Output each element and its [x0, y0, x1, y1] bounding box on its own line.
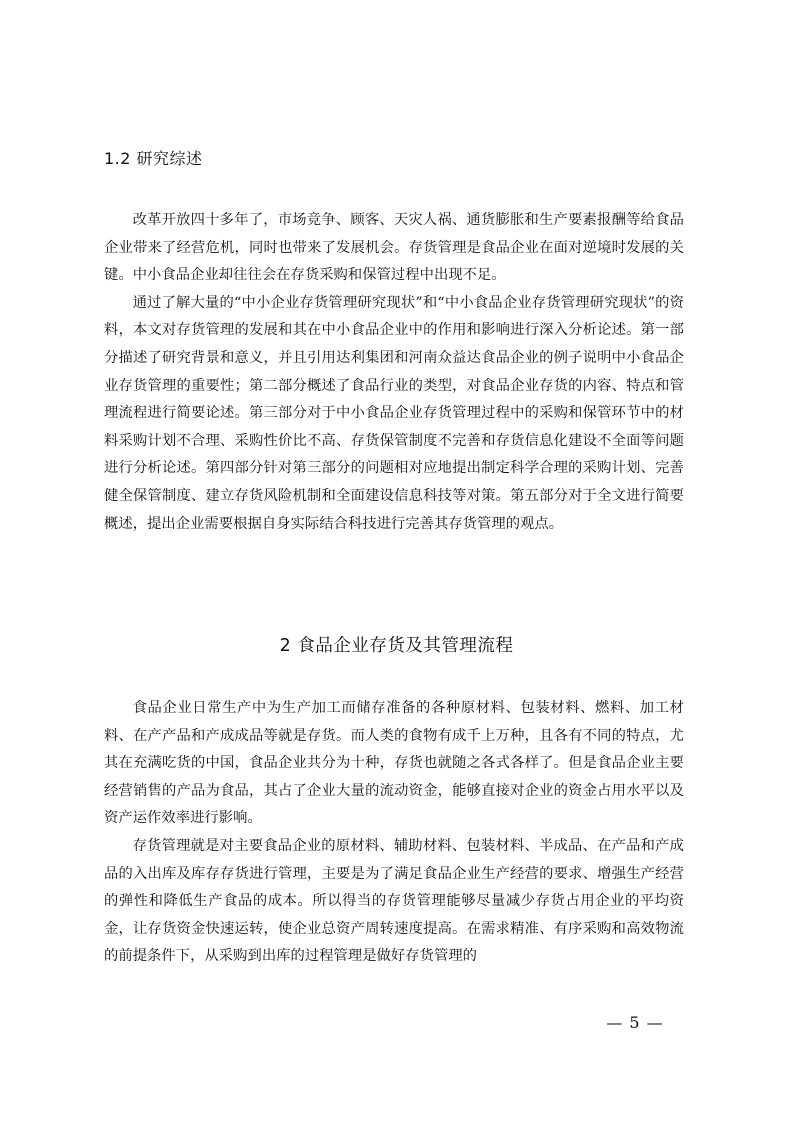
paragraph: 存货管理就是对主要食品企业的原材料、辅助材料、包装材料、半成品、在产品和产成品的入出库及库存存货进行管理，主要是为了满足食品企业生产经营的要求、增强生产经营的弹性和降低生产食品的成本。所以得当的存货管理能够尽量减少存货占用企业的平均资金，让存货资金快速运转，使企业总资产周转速度提高。在需求精准、有序采购和高效物流的前提条件下，从采购到出库的过程管理是做好存货管理的 [104, 837, 684, 965]
paragraph: 改革开放四十多年了，市场竞争、顾客、天灾人祸、通货膨胀和生产要素报酬等给食品企业带来了经营危机，同时也带来了发展机会。存货管理是食品企业在面对逆境时发展的关键。中小食品企业却往往会在存货采购和保管过程中出现不足。 [104, 212, 684, 284]
page-number: — 5 — [606, 1013, 664, 1032]
chapter-heading: 2 食品企业存货及其管理流程 [279, 636, 514, 656]
paragraph: 通过了解大量的“中小企业存货管理研究现状”和“中小食品企业存货管理研究现状”的资料，本文对存货管理的发展和其在中小食品企业中的作用和影响进行深入分析论述。第一部分描述了研究背景和意义，并且引用达利集团和河南众益达食品企业的例子说明中小食品企业存货管理的重要性；第二部分概述了食品行业的类型，对食品企业存货的内容、特点和管理流程进行简要论述。第三部分对于中小食品企业存货管理过程中的采购和保管环节中的材料采购计划不合理、采购性价比不高、存货保管制度不完善和存货信息化建设不全面等问题进行分析论述。第四部分针对第三部分的问题相对应地提出制定科学合理的采购计划、完善健全保管制度、建立存货风险机制和全面建设信息科技等对策。第五部分对于全文进行简要概述，提出企业需要根据自身实际结合科技进行完善其存货管理的观点。 [104, 294, 684, 532]
paragraph: 食品企业日常生产中为生产加工而储存准备的各种原材料、包装材料、燃料、加工材料、在产产品和产成成品等就是存货。而人类的食物有成千上万种，且各有不同的特点，尤其在充满吃货的中国，食品企业共分为十种，存货也就随之各式各样了。但是食品企业主要经营销售的产品为食品，其占了企业大量的流动资金，能够直接对企业的资金占用水平以及资产运作效率进行影响。 [104, 700, 684, 827]
section-heading: 1.2 研究综述 [104, 149, 203, 168]
section-body [104, 207, 684, 538]
chapter-body [104, 695, 684, 971]
